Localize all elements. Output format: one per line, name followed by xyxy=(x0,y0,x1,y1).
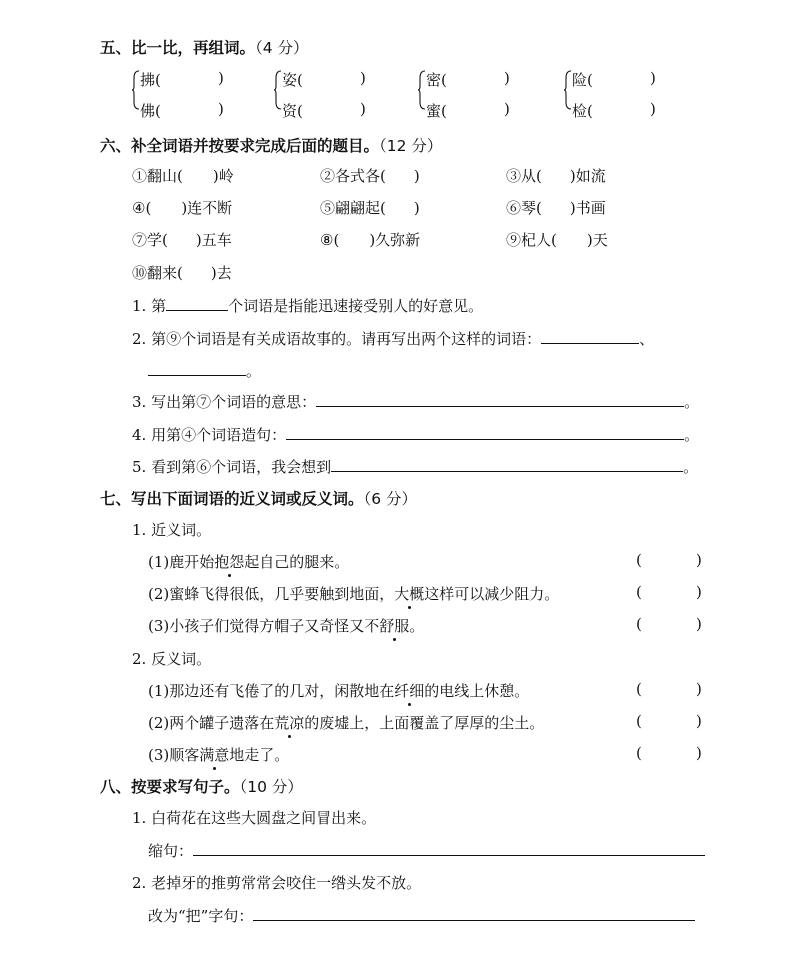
answer-paren-open[interactable]: ( xyxy=(636,744,642,762)
sec6-question-1: 1. 第 个词语是指能迅速接受别人的好意见。 xyxy=(132,297,484,315)
blank-field[interactable] xyxy=(541,329,639,344)
pair-4-top: 险( xyxy=(572,71,593,89)
section-7-heading xyxy=(100,487,417,509)
answer-paren-close: ) xyxy=(696,551,702,569)
idiom-10: ⑩翻来( )去 xyxy=(132,264,232,282)
pair-3-top: 密( xyxy=(426,71,447,89)
sec8-answer-1: 缩句： xyxy=(148,840,705,861)
answer-paren-open[interactable]: ( xyxy=(636,680,642,698)
pair-4-top-close: ) xyxy=(650,69,656,87)
synonym-label: 1. 近义词。 xyxy=(132,521,212,539)
pair-2-bottom-close: ) xyxy=(360,100,366,118)
sec6-question-3: 3. 写出第⑦个词语的意思： 。 xyxy=(132,393,700,411)
pair-1-bottom-close: ) xyxy=(218,100,224,118)
idiom-6: ⑥琴( )书画 xyxy=(506,199,606,217)
answer-line[interactable] xyxy=(286,425,684,440)
answer-paren-open[interactable]: ( xyxy=(636,712,642,730)
answer-paren-close: ) xyxy=(696,712,702,730)
sec8-question-2: 2. 老掉牙的推剪常常会咬住一绺头发不放。 xyxy=(132,874,422,892)
idiom-8: ⑧( )久弥新 xyxy=(320,231,421,249)
section-7-points: （6 分） xyxy=(363,490,418,508)
sec8-question-1: 1. 白荷花在这些大圆盘之间冒出来。 xyxy=(132,809,377,827)
synonym-item-2: (2)蜜蜂飞得很低，几乎要触到地面，大概这样可以减少阻力。 xyxy=(148,585,560,603)
answer-paren-close: ) xyxy=(696,744,702,762)
pair-1-top: 拂( xyxy=(140,71,161,89)
section-5-points: （4 分） xyxy=(255,39,309,57)
answer-line[interactable] xyxy=(331,457,683,472)
pair-3-bottom-close: ) xyxy=(504,100,510,118)
idiom-9: ⑨杞人( )天 xyxy=(506,231,608,249)
sec6-question-5: 5. 看到第⑥个词语，我会想到 。 xyxy=(132,458,699,476)
sec8-answer-2: 改为“把”字句： xyxy=(148,905,695,926)
pair-3-bottom: 蜜( xyxy=(426,102,447,120)
idiom-4: ④( )连不断 xyxy=(132,199,233,217)
answer-line[interactable] xyxy=(316,392,684,407)
idiom-5: ⑤翩翩起( ) xyxy=(320,199,420,217)
answer-line[interactable] xyxy=(253,906,695,921)
section-8-heading xyxy=(100,775,303,797)
answer-line[interactable] xyxy=(193,841,705,856)
brace-icon xyxy=(564,70,570,106)
pair-1-top-close: ) xyxy=(218,69,224,87)
idiom-2: ②各式各( ) xyxy=(320,167,420,185)
pair-4-bottom-close: ) xyxy=(650,100,656,118)
section-7-title: 七、写出下面词语的近义词或反义词。 xyxy=(100,490,364,508)
section-6-points: （12 分） xyxy=(379,137,443,155)
synonym-item-1: (1)鹿开始抱怨起自己的腿来。 xyxy=(148,553,350,571)
idiom-7: ⑦学( )五车 xyxy=(132,231,232,249)
synonym-item-3: (3)小孩子们觉得方帽子又奇怪又不舒服。 xyxy=(148,617,425,635)
antonym-item-3: (3)顺客满意地走了。 xyxy=(148,746,290,764)
antonym-item-2: (2)两个罐子遗落在荒凉的废墟上，上面覆盖了厚厚的尘土。 xyxy=(148,714,545,732)
blank-field[interactable] xyxy=(148,361,246,376)
section-8-points: （10 分） xyxy=(239,778,303,796)
section-5-heading xyxy=(100,36,309,58)
answer-paren-open[interactable]: ( xyxy=(636,583,642,601)
idiom-3: ③从( )如流 xyxy=(506,167,606,185)
sec6-question-2: 2. 第⑨个词语是有关成语故事的。请再写出两个这样的词语： 、 xyxy=(132,330,655,348)
pair-2-top: 姿( xyxy=(282,71,303,89)
sec6-question-2-cont: 。 xyxy=(148,360,261,381)
section-5-title: 五、比一比，再组词。 xyxy=(100,39,256,57)
section-6-title: 六、补全词语并按要求完成后面的题目。 xyxy=(100,137,380,155)
answer-paren-close: ) xyxy=(696,583,702,601)
antonym-label: 2. 反义词。 xyxy=(132,650,212,668)
answer-paren-close: ) xyxy=(696,615,702,633)
brace-icon xyxy=(132,70,138,106)
idiom-1: ①翻山( )岭 xyxy=(132,167,234,185)
brace-icon xyxy=(418,70,424,106)
answer-paren-close: ) xyxy=(696,680,702,698)
pair-3-top-close: ) xyxy=(504,69,510,87)
answer-paren-open[interactable]: ( xyxy=(636,551,642,569)
pair-1-bottom: 佛( xyxy=(140,102,161,120)
pair-4-bottom: 检( xyxy=(572,102,593,120)
pair-2-bottom: 资( xyxy=(282,102,303,120)
antonym-item-1: (1)那边还有飞倦了的几对，闲散地在纤细的电线上休憩。 xyxy=(148,682,530,700)
answer-paren-open[interactable]: ( xyxy=(636,615,642,633)
section-8-title: 八、按要求写句子。 xyxy=(100,778,240,796)
blank-field[interactable] xyxy=(166,296,228,311)
section-6-heading xyxy=(100,134,442,156)
pair-2-top-close: ) xyxy=(360,69,366,87)
brace-icon xyxy=(274,70,280,106)
sec6-question-4: 4. 用第④个词语造句： 。 xyxy=(132,426,700,444)
